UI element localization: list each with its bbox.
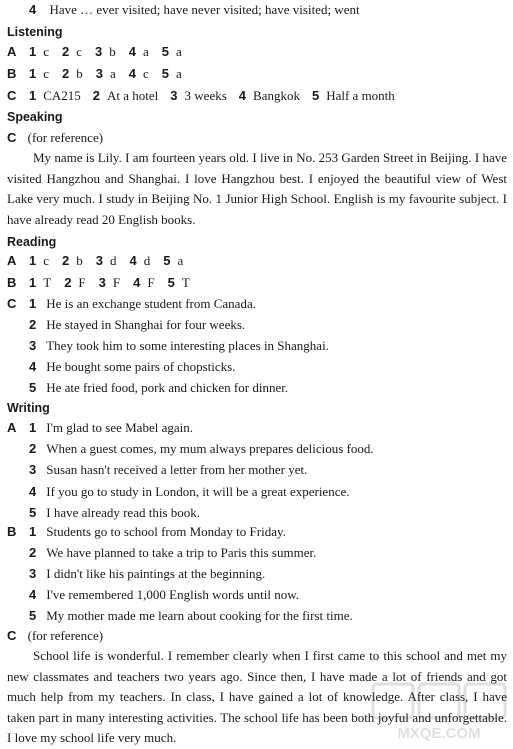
item-number: 4 xyxy=(29,2,37,17)
item-number: 5 xyxy=(29,504,37,520)
item-answer: c xyxy=(43,66,50,81)
item-answer: CA215 xyxy=(43,88,81,103)
section-label: B xyxy=(7,66,17,81)
item-answer: F xyxy=(147,275,155,290)
listening-b-row xyxy=(7,66,182,82)
list-item xyxy=(7,441,374,457)
item-number: 4 xyxy=(29,587,37,602)
item-answer: My mother made me learn about cooking for the first time. xyxy=(46,608,353,623)
item-answer: He is an exchange student from Canada. xyxy=(46,296,256,311)
item-number: 4 xyxy=(29,359,37,374)
item-number: 2 xyxy=(92,88,101,103)
item-answer: d xyxy=(109,253,117,268)
top-answer-line xyxy=(29,2,360,18)
reading-heading: Reading xyxy=(7,235,57,249)
item-answer: a xyxy=(177,253,184,268)
item-number: 1 xyxy=(29,296,37,311)
item-answer: He stayed in Shanghai for four weeks. xyxy=(46,317,246,332)
item-number: 5 xyxy=(161,66,170,81)
listening-c-row xyxy=(7,88,395,104)
item-answer: Have … ever visited; have never visited; have visited; went xyxy=(49,2,360,17)
item-number: 2 xyxy=(29,441,37,457)
writing-c-row xyxy=(7,628,103,644)
item-answer: c xyxy=(143,66,149,81)
section-label: C xyxy=(7,88,17,103)
item-number: 4 xyxy=(238,88,247,103)
list-item xyxy=(7,359,235,375)
item-answer: When a guest comes, my mum always prepares delicious food. xyxy=(46,441,374,457)
speaking-c-row xyxy=(7,130,103,146)
item-number: 2 xyxy=(62,44,70,59)
item-number: 2 xyxy=(62,66,70,81)
item-answer: c xyxy=(43,253,50,268)
item-answer: F xyxy=(112,275,121,290)
section-label: B xyxy=(7,524,17,539)
item-number: 1 xyxy=(29,66,37,81)
section-label: C xyxy=(7,296,17,311)
list-item xyxy=(7,338,329,354)
section-label: A xyxy=(7,44,17,59)
list-item xyxy=(7,296,256,312)
item-number: 4 xyxy=(128,66,136,81)
list-item xyxy=(7,484,350,500)
item-answer: If you go to study in London, it will be a great experience. xyxy=(46,483,350,499)
list-item xyxy=(7,545,316,561)
item-number: 3 xyxy=(29,338,37,353)
item-answer: He bought some pairs of chopsticks. xyxy=(46,359,236,374)
section-label: B xyxy=(7,275,17,290)
writing-paragraph: School life is wonderful. I remember clearly when I first came to this school and met my new classmates and teachers two years ago. Since then, I have made a lot of friends and got much help from my teachers. In class, I have gained a lot of knowledge. After class, I have taken part in many interesting activities. The school life has been both joyful and unforgettable. I love my school life very much. xyxy=(7,648,507,745)
list-item xyxy=(7,420,193,436)
section-label: A xyxy=(7,253,17,268)
item-answer: I'm glad to see Mabel again. xyxy=(46,420,193,435)
reading-b-row xyxy=(7,275,190,291)
item-answer: a xyxy=(176,66,182,81)
item-number: 5 xyxy=(161,44,170,59)
reference-note: (for reference) xyxy=(27,628,104,643)
section-label: C xyxy=(7,628,17,643)
item-answer: 3 weeks xyxy=(184,88,227,103)
list-item xyxy=(7,380,288,396)
item-number: 3 xyxy=(29,566,37,581)
list-item xyxy=(7,462,307,478)
item-answer: I have already read this book. xyxy=(46,504,201,520)
item-number: 2 xyxy=(29,545,37,560)
item-answer: d xyxy=(143,253,151,268)
item-number: 3 xyxy=(95,66,103,81)
item-number: 2 xyxy=(62,253,70,268)
item-number: 5 xyxy=(29,608,37,623)
item-answer: c xyxy=(43,44,50,59)
item-answer: Bangkok xyxy=(253,88,300,103)
item-number: 3 xyxy=(95,44,103,59)
section-label: A xyxy=(7,420,17,435)
item-number: 4 xyxy=(133,275,141,290)
item-number: 2 xyxy=(29,317,37,332)
reference-note: (for reference) xyxy=(27,130,104,145)
section-label: C xyxy=(7,130,17,145)
item-answer: b xyxy=(76,253,83,268)
listening-a-row xyxy=(7,44,182,60)
item-number: 1 xyxy=(29,275,37,290)
item-number: 3 xyxy=(98,275,106,290)
item-number: 5 xyxy=(29,380,37,395)
item-number: 1 xyxy=(29,253,37,268)
item-answer: We have planned to take a trip to Paris this summer. xyxy=(46,545,317,560)
item-number: 2 xyxy=(64,275,72,290)
reading-a-row xyxy=(7,253,183,269)
item-answer: He ate fried food, pork and chicken for dinner. xyxy=(46,380,289,395)
list-item xyxy=(7,566,265,582)
item-answer: a xyxy=(109,66,116,81)
item-answer: b xyxy=(109,44,116,59)
speaking-paragraph: My name is Lily. I am fourteen years old. I live in No. 253 Garden Street in Beijing. I have visited Hangzhou and Shanghai. I love Hangzhou best. I enjoyed the beautiful view of West Lake very much. I study in Beijing No. 1 Junior High School. English is my favourite subject. I have already read 20 English books. xyxy=(7,150,507,227)
item-number: 1 xyxy=(29,524,37,539)
item-number: 5 xyxy=(311,88,320,103)
item-answer: T xyxy=(181,275,190,290)
item-number: 3 xyxy=(170,88,178,103)
item-answer: At a hotel xyxy=(107,88,159,103)
list-item xyxy=(7,505,200,521)
item-answer: I've remembered 1,000 English words until now. xyxy=(46,587,300,602)
item-number: 3 xyxy=(29,462,37,478)
item-answer: Susan hasn't received a letter from her mother yet. xyxy=(46,462,308,478)
item-number: 1 xyxy=(29,88,37,103)
list-item xyxy=(7,587,299,603)
watermark-text: MXQE.COM xyxy=(397,725,481,742)
item-answer: a xyxy=(176,44,182,59)
item-answer: a xyxy=(143,44,149,59)
item-number: 4 xyxy=(29,483,37,499)
item-answer: T xyxy=(43,275,52,290)
listening-heading: Listening xyxy=(7,25,63,39)
item-number: 4 xyxy=(128,44,136,59)
item-answer: b xyxy=(76,66,83,81)
item-answer: Half a month xyxy=(326,88,395,103)
item-answer: Students go to school from Monday to Friday. xyxy=(46,524,286,539)
item-answer: F xyxy=(78,275,86,290)
item-number: 3 xyxy=(95,253,103,268)
speaking-heading: Speaking xyxy=(7,110,63,124)
list-item xyxy=(7,317,245,333)
list-item xyxy=(7,608,353,624)
item-number: 5 xyxy=(163,253,171,268)
item-answer: I didn't like his paintings at the beginning. xyxy=(46,566,266,581)
item-answer: They took him to some interesting places in Shanghai. xyxy=(46,338,329,353)
item-number: 4 xyxy=(129,253,137,268)
list-item xyxy=(7,524,286,540)
item-number: 1 xyxy=(29,420,37,435)
writing-heading: Writing xyxy=(7,401,50,415)
item-number: 5 xyxy=(167,275,175,290)
item-answer: c xyxy=(76,44,83,59)
item-number: 1 xyxy=(29,44,37,59)
